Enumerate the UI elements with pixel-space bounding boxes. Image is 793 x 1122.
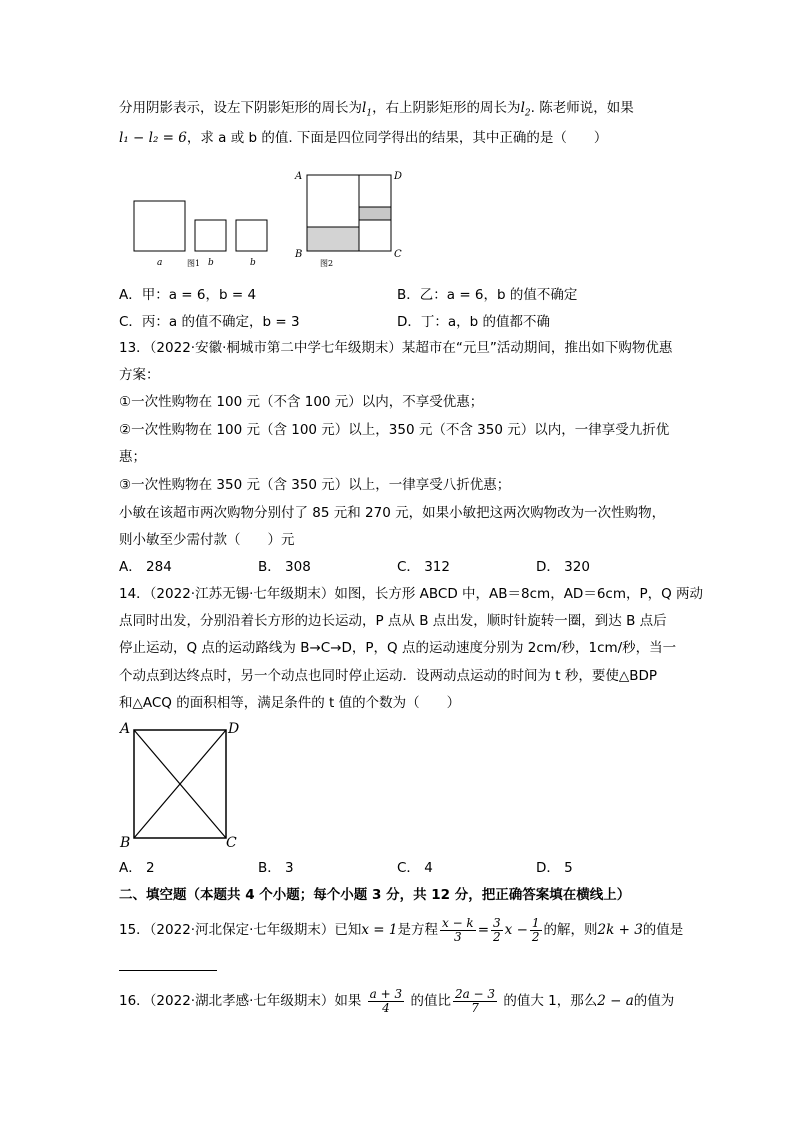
fig2-caption: 图2: [320, 259, 334, 268]
q13-rule-2a: ②一次性购物在 100 元（含 100 元）以上，350 元（不含 350 元）以内，一律享受九折优: [119, 422, 670, 438]
q13-rule-1: ①一次性购物在 100 元（不含 100 元）以内，不享受优惠；: [119, 394, 484, 410]
q15-x-value: x = 1: [361, 922, 398, 938]
q14-option-a: A． 2: [119, 860, 155, 876]
fig2-shaded-left: [307, 227, 359, 251]
q15-fraction-2: $\frac{3}{2}$: [493, 915, 501, 944]
q13-option-c: C． 312: [397, 559, 450, 575]
q14-option-b: B． 3: [258, 860, 294, 876]
section-heading: 二、填空题（本题共 4 个小题；每个小题 3 分，共 12 分，把正确答案填在横线上）: [119, 887, 631, 903]
q12-option-a: A．甲：a = 6，b = 4: [119, 287, 257, 303]
fig2-label-a: A: [295, 171, 303, 182]
q13-option-a: A． 284: [119, 559, 172, 575]
q14-figure: [118, 717, 248, 857]
l1-symbol: $l_1$: [362, 100, 373, 119]
fig2-label-c: C: [394, 249, 402, 260]
fig1-label-a: a: [157, 258, 163, 268]
q13-line-7: 则小敏至少需付款（ ）元: [119, 532, 295, 548]
q12-option-d: D．丁：a，b 的值都不确: [397, 314, 551, 330]
q14-label-b: B: [120, 835, 131, 851]
q13-line-1: 13．（2022·安徽·桐城市第二中学七年级期末）某超市在“元旦”活动期间，推出如下购物优惠: [119, 340, 673, 356]
fig1-square-b2: [236, 220, 267, 251]
q14-option-c: C． 4: [397, 860, 433, 876]
fig2-label-d: D: [394, 171, 403, 182]
fig2-shaded-right: [359, 207, 391, 220]
q13-rule-3: ③一次性购物在 350 元（含 350 元）以上，一律享受八折优惠；: [119, 477, 511, 493]
q14-label-c: C: [226, 835, 237, 851]
fig1-label-b2: b: [250, 258, 256, 268]
q16-line: 16．（2022·湖北孝感·七年级期末）如果 $\frac{a + 3}{4}$ 的值比 $\frac{2a - 3}{7}$ 的值大 1，那么2 − a的值为: [119, 986, 675, 1015]
fig1-square-a: [134, 201, 185, 251]
q15-line: 15．（2022·河北保定·七年级期末）已知x = 1是方程 $\frac{x - k}{3}$ = $\frac{3}{2}$ x − $\frac{1}{2}$ 的解，则2k + 3的值是: [119, 915, 684, 944]
q13-option-d: D． 320: [536, 559, 590, 575]
q13-line-2: 方案：: [119, 367, 160, 383]
q12-option-c: C．丙：a 的值不确定，b = 3: [119, 314, 300, 330]
q12-figures: [125, 165, 415, 275]
fig2-label-b: B: [295, 249, 303, 260]
q13-option-b: B． 308: [258, 559, 311, 575]
q15-fraction-1: $\frac{x - k}{3}$: [441, 915, 474, 944]
q14-label-d: D: [228, 721, 240, 737]
q12-equation: l₁ − l₂ = 6: [119, 130, 187, 146]
fig1-label-b1: b: [208, 258, 214, 268]
q13-rule-2b: 惠；: [119, 449, 146, 465]
q14-option-d: D． 5: [536, 860, 573, 876]
q16-fraction-2: $\frac{2a - 3}{7}$: [454, 986, 496, 1015]
l2-symbol: $l_2$: [520, 100, 531, 119]
q12-line-2: l₁ − l₂ = 6，求 a 或 b 的值. 下面是四位同学得出的结果，其中正确的是（ ）: [119, 130, 608, 146]
q14-line-4: 个动点到达终点时，另一个动点也同时停止运动．设两动点运动的时间为 t 秒，要使△BDP: [119, 668, 658, 684]
fig1-caption: 图1: [187, 259, 201, 268]
q14-label-a: A: [120, 721, 131, 737]
q12-option-b: B．乙：a = 6，b 的值不确定: [397, 287, 578, 303]
q13-line-6: 小敏在该超市两次购物分别付了 85 元和 270 元，如果小敏把这两次购物改为一次性购物，: [119, 505, 666, 521]
q16-expression: 2 − a: [597, 993, 634, 1009]
q15-fraction-3: $\frac{1}{2}$: [531, 915, 540, 944]
q16-fraction-1: $\frac{a + 3}{4}$: [369, 986, 403, 1015]
fig1-square-b1: [195, 220, 226, 251]
q14-line-1: 14．（2022·江苏无锡·七年级期末）如图，长方形 ABCD 中，AB＝8cm，AD＝6cm，P，Q 两动: [119, 586, 704, 602]
q12-line-1: 分用阴影表示，设左下阴影矩形的周长为$l_1$，右上阴影矩形的周长为$l_2$. 陈老师说，如果: [119, 100, 634, 119]
q14-line-5: 和△ACQ 的面积相等，满足条件的 t 值的个数为（ ）: [119, 695, 461, 711]
q15-expression: 2k + 3: [597, 922, 643, 938]
q15-answer-blank: [119, 970, 217, 971]
q14-line-2: 点同时出发，分别沿着长方形的边长运动，P 点从 B 点出发，顺时针旋转一圈，到达 B 点后: [119, 613, 667, 629]
q14-line-3: 停止运动，Q 点的运动路线为 B→C→D，P，Q 点的运动速度分别为 2cm/秒，1cm/秒，当一: [119, 640, 677, 656]
